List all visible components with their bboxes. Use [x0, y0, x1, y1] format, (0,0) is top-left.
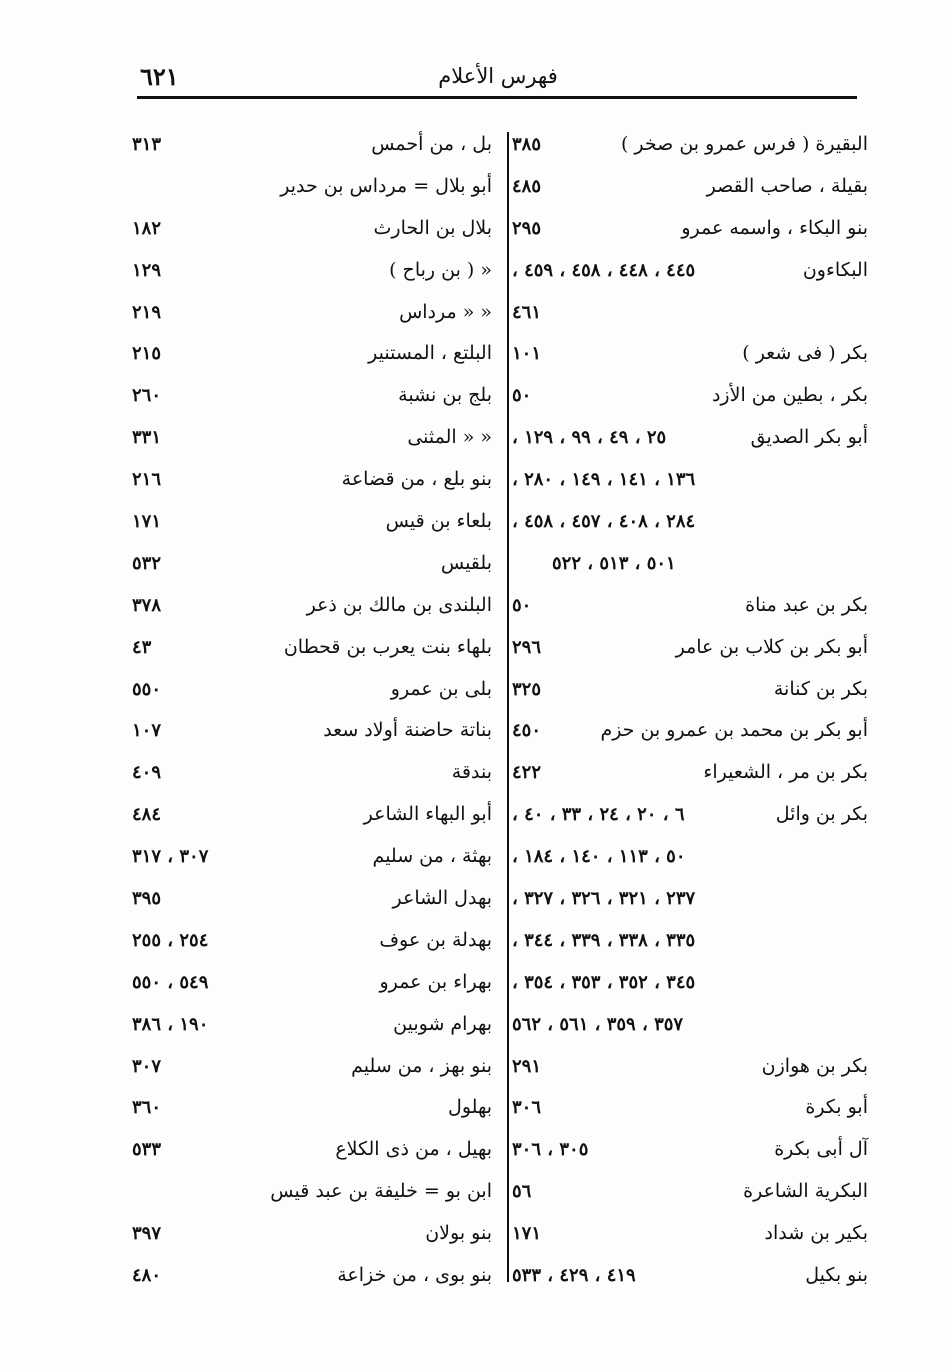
entry-pages: ٣٧٨: [132, 594, 162, 616]
entry-pages: ٢٦٠: [132, 385, 162, 407]
entry-pages: ٤٤٥ ، ٤٤٨ ، ٤٥٨ ، ٤٥٩ ،: [512, 259, 696, 281]
index-entry: [512, 585, 868, 627]
index-column-left: [132, 124, 492, 1297]
index-entry: [512, 208, 868, 250]
entry-pages: ٢٩٦: [512, 636, 542, 658]
index-entry: [512, 375, 868, 417]
index-entry: [512, 878, 868, 920]
entry-name: بكر ، بطين من الأزد: [711, 384, 868, 407]
index-entry: [512, 333, 868, 375]
entry-pages: ٤٨٤: [132, 804, 162, 826]
index-entry: [512, 920, 868, 962]
entry-pages: ٥٠ ، ١١٣ ، ١٤٠ ، ١٨٤ ،: [512, 846, 686, 868]
index-entry: [132, 752, 492, 794]
entry-name: بلقيس: [440, 551, 492, 574]
index-entry: [512, 292, 868, 334]
entry-name: البقيرة ( فرس عمرو بن صخر ): [620, 133, 868, 155]
entry-pages: ٤٨٠: [132, 1265, 162, 1287]
index-entry: [512, 166, 868, 208]
index-entry: [512, 250, 868, 292]
index-entry: [512, 1004, 868, 1046]
entry-name: « ( بن رباح ): [389, 258, 492, 281]
entry-pages: ٢٨٤ ، ٤٠٨ ، ٤٥٧ ، ٤٥٨ ،: [512, 511, 696, 533]
index-entry: [132, 1004, 492, 1046]
index-entry: [132, 669, 492, 711]
index-entry: [132, 836, 492, 878]
index-entry: [512, 1171, 868, 1213]
index-column-right: [512, 124, 868, 1297]
entry-name: بلى بن عمرو: [390, 677, 492, 700]
index-entry: [512, 1046, 868, 1088]
entry-pages: ٣٥٧ ، ٣٥٩ ، ٥٦١ ، ٥٦٢: [512, 1013, 684, 1035]
entry-name: بكير بن شداد: [764, 1222, 868, 1245]
index-entry: [132, 710, 492, 752]
entry-name: بنو بلع ، من قضاعة: [341, 468, 492, 491]
entry-name: بهدل الشاعر: [392, 887, 492, 910]
entry-pages: ١٧١: [132, 511, 162, 533]
index-entry: [512, 1213, 868, 1255]
index-entry: [132, 920, 492, 962]
entry-name: « « مرداس: [399, 300, 492, 323]
entry-name: آل أبى بكرة: [774, 1138, 868, 1161]
index-entry: [132, 585, 492, 627]
index-entry: [512, 627, 868, 669]
index-entry: [132, 627, 492, 669]
entry-pages: ٣٦٠: [132, 1097, 162, 1119]
entry-name: بهلول: [448, 1096, 492, 1119]
entry-pages: ٣٩٧: [132, 1223, 162, 1245]
entry-pages: ٥٣٣: [132, 1139, 162, 1161]
entry-pages: ٦ ، ٢٠ ، ٢٤ ، ٣٣ ، ٤٠ ،: [512, 804, 685, 826]
entry-name: أبو البهاء الشاعر: [363, 803, 492, 826]
entry-pages: ٢١٥: [132, 343, 162, 365]
index-entry: [512, 1129, 868, 1171]
entry-pages: ٣٩٥: [132, 888, 162, 910]
page-number: ٦٢١: [140, 62, 179, 91]
index-entry: [132, 250, 492, 292]
index-entry: [132, 1213, 492, 1255]
entry-name: بنو بهز ، من سليم: [351, 1054, 492, 1077]
entry-pages: ٣٢٥: [512, 678, 542, 700]
entry-pages: ٣٣١: [132, 427, 162, 449]
column-divider: [507, 132, 509, 1282]
entry-pages: ١٩٠ ، ٣٨٦: [132, 1013, 209, 1035]
entry-name: البكاءون: [802, 258, 868, 281]
entry-pages: ٥٦: [512, 1181, 532, 1203]
entry-name: البلندى بن مالك بن ذعر: [306, 593, 492, 616]
entry-pages: ٤٢٢: [512, 762, 542, 784]
entry-name: بلال بن الحارث: [373, 216, 492, 239]
index-entry: [132, 417, 492, 459]
entry-pages: ٢٩١: [512, 1055, 542, 1077]
index-entry: [132, 124, 492, 166]
entry-pages: ٣٣٥ ، ٣٣٨ ، ٣٣٩ ، ٣٤٤ ،: [512, 929, 696, 951]
index-entry: [512, 836, 868, 878]
entry-name: أبو بلال = مرداس بن حدير: [280, 174, 492, 197]
index-entry: [512, 501, 868, 543]
entry-pages: ٥٠١ ، ٥١٣ ، ٥٢٢: [552, 552, 676, 574]
entry-pages: ٢١٦: [132, 469, 162, 491]
entry-name: بنو بوى ، من خزاعة: [337, 1264, 492, 1287]
entry-pages: ٣٠٧ ، ٣١٧: [132, 846, 209, 868]
index-entry: [132, 1255, 492, 1297]
entry-name: أبو بكر بن كلاب بن عامر: [675, 635, 868, 658]
index-entry: [132, 962, 492, 1004]
index-entry: [132, 1046, 492, 1088]
entry-pages: ٤٥٠: [512, 720, 542, 742]
index-entry: [132, 501, 492, 543]
entry-pages: ١٧١: [512, 1223, 542, 1245]
entry-name: بلج بن نشبة: [398, 384, 492, 407]
entry-name: بكر بن عبد مناة: [745, 593, 868, 616]
entry-name: بلهاء بنت يعرب بن قحطان: [283, 635, 492, 658]
index-entry: [132, 208, 492, 250]
index-entry: [512, 962, 868, 1004]
index-entry: [132, 292, 492, 334]
entry-name: بهرام شوبين: [393, 1012, 492, 1035]
entry-pages: ٣٨٥: [512, 134, 542, 155]
entry-pages: ٣٠٧: [132, 1055, 162, 1077]
index-entry: [512, 543, 868, 585]
entry-pages: ٥٠: [512, 594, 532, 616]
entry-name: أبو بكر بن محمد بن عمرو بن حزم: [600, 719, 868, 742]
index-entry: [512, 417, 868, 459]
entry-name: بهيل ، من ذى الكلاع: [335, 1138, 492, 1161]
index-entry: [512, 794, 868, 836]
entry-pages: ٤٠٩: [132, 762, 162, 784]
entry-name: بكر بن هوازن: [761, 1054, 868, 1077]
entry-pages: ٤٨٥: [512, 175, 542, 197]
entry-pages: ٣١٣: [132, 134, 162, 155]
entry-name: بكر بن مر ، الشعيراء: [703, 761, 868, 784]
index-entry: [132, 333, 492, 375]
entry-name: بنو بكيل: [805, 1264, 868, 1287]
index-entry: [132, 166, 492, 208]
entry-name: بهثة ، من سليم: [372, 845, 492, 868]
entry-name: بل ، من أحمس: [371, 133, 492, 155]
page-title: فهرس الأعلام: [438, 64, 558, 88]
entry-name: بنو بولان: [425, 1222, 492, 1245]
entry-name: أبو بكرة: [805, 1096, 868, 1119]
entry-pages: ٥٥٠: [132, 678, 162, 700]
entry-pages: ١٣٦ ، ١٤١ ، ١٤٩ ، ٢٨٠ ،: [512, 469, 696, 491]
entry-pages: ٢٥٤ ، ٢٥٥: [132, 929, 209, 951]
entry-pages: ٥٠: [512, 385, 532, 407]
entry-name: بندقة: [451, 761, 492, 784]
entry-name: أبو بكر الصديق: [750, 426, 868, 449]
entry-pages: ٥٣٢: [132, 552, 162, 574]
entry-name: بكر بن كنانة: [773, 677, 868, 700]
entry-name: بهراء بن عمرو: [379, 970, 492, 993]
index-entry: [132, 459, 492, 501]
index-entry: [512, 124, 868, 166]
entry-name: بكر بن وائل: [775, 803, 868, 826]
entry-pages: ٥٤٩ ، ٥٥٠: [132, 971, 209, 993]
entry-pages: ٢٥ ، ٤٩ ، ٩٩ ، ١٢٩ ،: [512, 427, 667, 449]
entry-pages: ١٠٧: [132, 720, 162, 742]
index-entry: [512, 752, 868, 794]
index-entry: [132, 1087, 492, 1129]
index-entry: [512, 1087, 868, 1129]
entry-name: « « المثنى: [407, 426, 492, 449]
entry-pages: ٢٣٧ ، ٣٢١ ، ٣٢٦ ، ٣٢٧ ،: [512, 888, 696, 910]
entry-pages: ٢٩٥: [512, 217, 542, 239]
index-entry: [132, 1129, 492, 1171]
entry-pages: ٣٤٥ ، ٣٥٢ ، ٣٥٣ ، ٣٥٤ ،: [512, 971, 696, 993]
entry-name: بكر ( فى شعر ): [742, 342, 868, 365]
entry-pages: ١٠١: [512, 343, 542, 365]
index-entry: [512, 669, 868, 711]
entry-pages: ٣٠٥ ، ٣٠٦: [512, 1139, 589, 1161]
entry-pages: ١٨٢: [132, 217, 162, 239]
index-entry: [132, 878, 492, 920]
entry-name: بنو البكاء ، واسمه عمرو: [681, 216, 868, 239]
entry-name: بهدلة بن عوف: [379, 928, 492, 951]
entry-name: بناتة حاضنة أولاد سعد: [323, 719, 492, 742]
header-rule: [137, 96, 857, 99]
index-entry: [132, 1171, 492, 1213]
index-entry: [512, 1255, 868, 1297]
entry-name: ابن بو = خليفة بن عبد قيس: [270, 1180, 492, 1203]
entry-pages: ٤٣: [132, 636, 152, 658]
index-entry: [132, 543, 492, 585]
entry-name: البكرية الشاعرة: [743, 1180, 868, 1203]
entry-pages: ٢١٩: [132, 301, 162, 323]
index-entry: [512, 710, 868, 752]
entry-pages: ٤٦١: [512, 301, 542, 323]
entry-name: البلتع ، المستنير: [368, 342, 492, 365]
index-entry: [132, 375, 492, 417]
entry-name: بقيلة ، صاحب القصر: [706, 174, 868, 197]
entry-pages: ٤١٩ ، ٤٢٩ ، ٥٣٣: [512, 1265, 636, 1287]
page-header: [140, 60, 856, 96]
entry-pages: ٣٠٦: [512, 1097, 542, 1119]
entry-name: بلعاء بن قيس: [385, 510, 492, 533]
entry-pages: ١٢٩: [132, 259, 162, 281]
index-entry: [512, 459, 868, 501]
index-entry: [132, 794, 492, 836]
